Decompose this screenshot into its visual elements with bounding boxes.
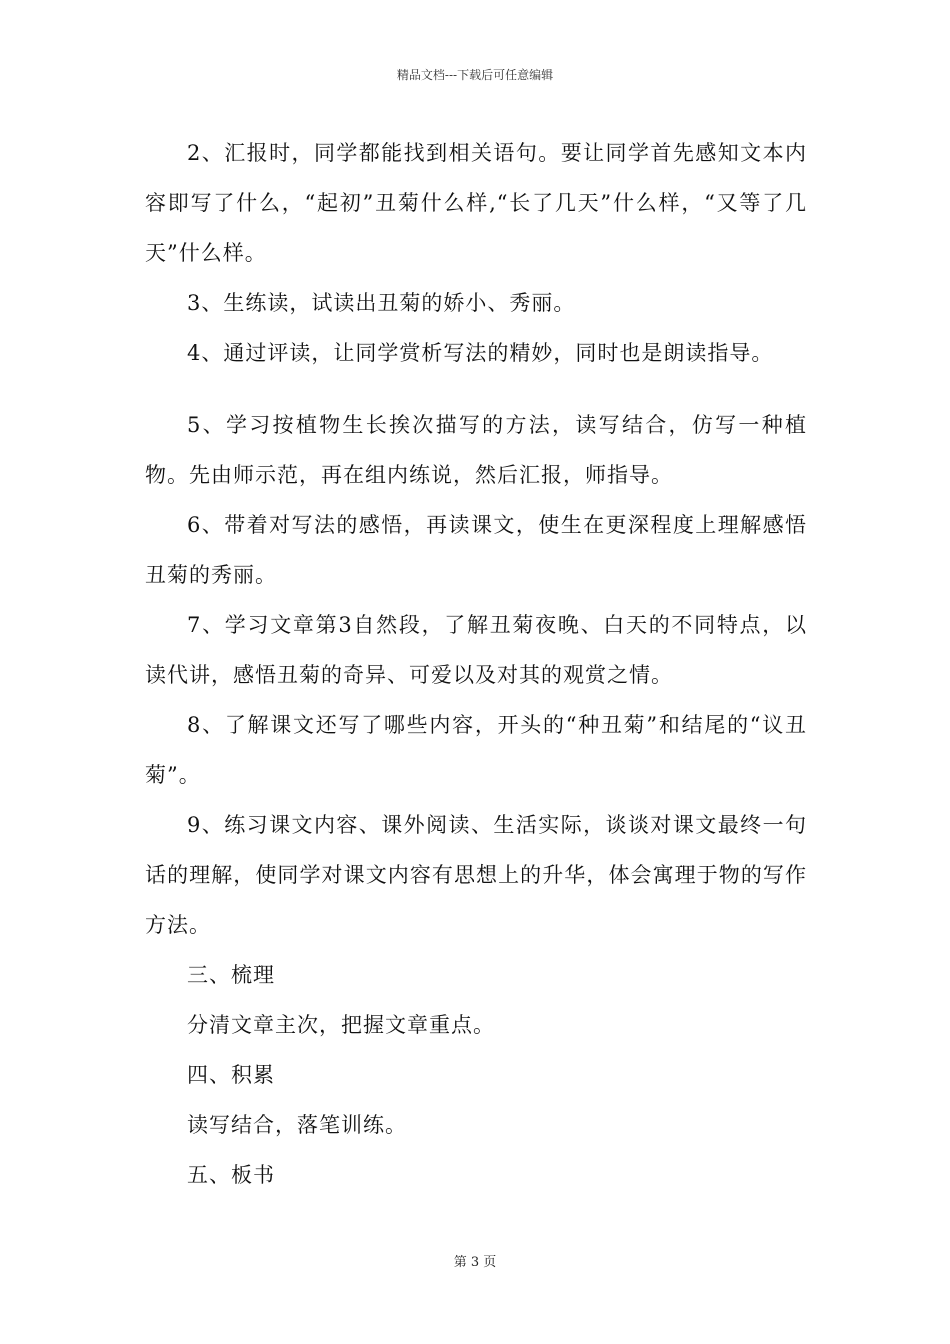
- page-header: 精品文档---下载后可任意编辑: [396, 68, 554, 82]
- paragraph-item-6: 6、带着对写法的感悟，再读课文，使生在更深程度上理解感悟丑菊的秀丽。: [145, 513, 807, 587]
- paragraph-item-2: 2、汇报时，同学都能找到相关语句。要让同学首先感知文本内容即写了什么，“起初”丑菊什么样,“长了几天”什么样，“又等了几天”什么样。: [145, 141, 807, 265]
- paragraph-item-3: 3、生练读，试读出丑菊的娇小、秀丽。: [187, 291, 576, 315]
- section-heading-board: 五、板书: [187, 1163, 275, 1187]
- section-text-accumulation: 读写结合，落笔训练。: [187, 1113, 407, 1137]
- section-heading-accumulation: 四、积累: [187, 1063, 275, 1087]
- paragraph-item-7: 7、学习文章第3自然段，了解丑菊夜晚、白天的不同特点，以读代讲，感悟丑菊的奇异、可爱以及对其的观赏之情。: [145, 613, 807, 687]
- paragraph-item-9: 9、练习课文内容、课外阅读、生活实际，谈谈对课文最终一句话的理解，使同学对课文内容有思想上的升华，体会寓理于物的写作方法。: [145, 813, 807, 937]
- paragraph-item-4: 4、通过评读，让同学赏析写法的精妙，同时也是朗读指导。: [187, 341, 774, 365]
- document-body: [145, 128, 807, 1200]
- paragraph-item-5: 5、学习按植物生长挨次描写的方法，读写结合，仿写一种植物。先由师示范，再在组内练说，然后汇报，师指导。: [145, 413, 807, 487]
- section-text-sorting: 分清文章主次，把握文章重点。: [187, 1013, 495, 1037]
- section-heading-sorting: 三、梳理: [187, 963, 275, 987]
- page-number: 第 3 页: [453, 1255, 497, 1270]
- paragraph-item-8: 8、了解课文还写了哪些内容，开头的“种丑菊”和结尾的“议丑菊”。: [145, 713, 807, 787]
